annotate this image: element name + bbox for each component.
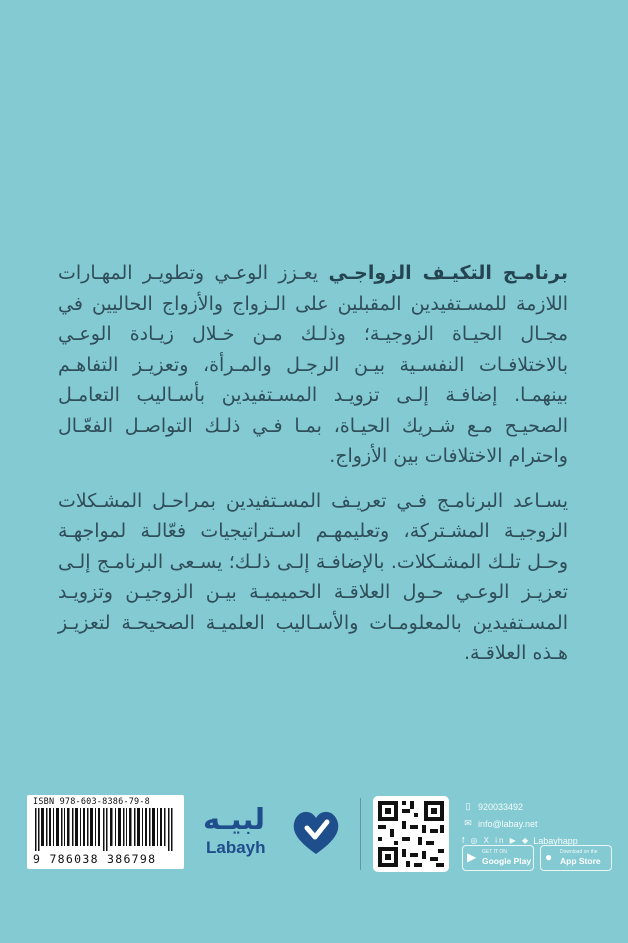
- logo-arabic: لبيـه: [203, 802, 266, 836]
- contact-info: [462, 798, 578, 849]
- paragraph-1-text: يعـزز الوعـي وتطويـر المهـارات اللازمة للمسـتفيدين المقبلين على الـزواج والأزواج الحاليين في مجـال الحيـاة الزوجيـة؛ وذلـك مـن خـلال زيـادة الوعـي بالاختلافـات النفسـية بيـن الرجـل والمـرأة، وتعزيـز التفاهـم بينهمـا. إضافـة إلـى تزويـد المسـتفيدين بأسـاليب التعامـل الصحيـح مـع شـريك الحيـاة، بمـا فـي ذلـك التواصـل الفعّـال واحترام الاختلافات بين الأزواج.: [58, 262, 568, 467]
- app-store-badges: [462, 845, 612, 871]
- app-store-label: App Store: [560, 856, 601, 866]
- paragraph-2: يسـاعد البرنامـج فـي تعريـف المسـتفيدين بمراحـل المشـكلات الزوجيـة المشـتركة، وتعليمهـم اسـتراتيجيات فعّالـة لمواجهـة وحـل تلـك المشـكلات. بالإضافـة إلـى ذلـك؛ يسـعى البرنامـج إلـى تعزيـز الوعـي حـول العلاقـة الحميميـة بيـن الزوجيـن وتزويـد المسـتفيدين بالمعلومـات والأسـاليب العلميـة الصحيحـة لتعزيـز هـذه العلاقـة.: [58, 489, 568, 664]
- social-handle[interactable]: Labayhapp: [533, 835, 578, 846]
- app-store-small-label: Download on the: [560, 849, 598, 855]
- barcode-bars: [35, 808, 176, 851]
- google-play-small-label: GET IT ON: [482, 849, 507, 855]
- mail-icon: ✉: [464, 818, 472, 828]
- email-address[interactable]: info@labay.net: [478, 818, 538, 829]
- google-play-label: Google Play: [482, 856, 532, 866]
- google-play-badge[interactable]: [462, 845, 534, 871]
- isbn-barcode: [27, 795, 184, 869]
- phone-icon: ▯: [465, 801, 471, 811]
- google-play-icon: ▶: [467, 850, 477, 864]
- labayh-heart-logo-icon: [291, 806, 341, 858]
- email-row: [462, 815, 578, 832]
- back-cover-text: [58, 258, 568, 683]
- app-store-badge[interactable]: [540, 845, 612, 871]
- paragraph-1: [58, 258, 568, 472]
- social-icons[interactable]: f ◎ X in ▶ ◆: [462, 836, 531, 845]
- logo-english: Labayh: [206, 838, 266, 857]
- qr-code: [373, 796, 449, 872]
- isbn-label: ISBN 978-603-8386-79-8: [33, 797, 150, 807]
- apple-icon: ●: [545, 850, 553, 864]
- phone-number[interactable]: 920033492: [478, 801, 524, 812]
- divider: [360, 798, 361, 870]
- phone-row: [462, 798, 578, 815]
- isbn-number: 9 786038 386798: [33, 852, 157, 866]
- program-title: برنامـج التكيـف الزواجـي: [328, 262, 568, 284]
